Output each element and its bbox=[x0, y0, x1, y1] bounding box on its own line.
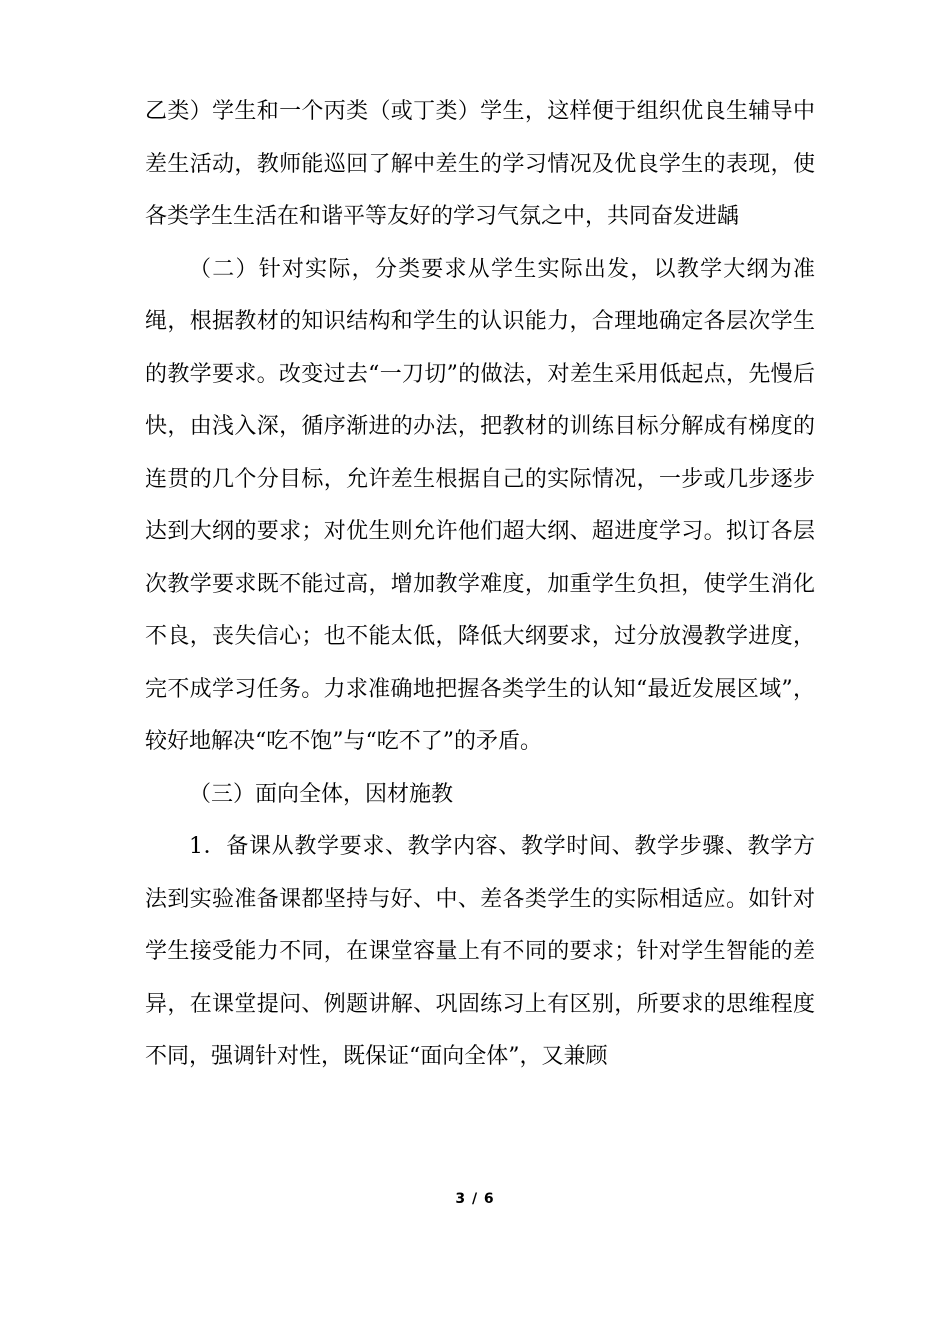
paragraph-section-two: （二）针对实际，分类要求从学生实际出发，以教学大纲为准绳，根据教材的知识结构和学生的认识能力，合理地确定各层次学生的教学要求。改变过去“一刀切”的做法，对差生采用低起点，先慢后快，由浅入深，循序渐进的办法，把教材的训练目标分解成有梯度的连贯的几个分目标，允许差生根据自己的实际情况，一步或几步逐步达到大纲的要求；对优生则允许他们超大纲、超进度学习。拟订各层次教学要求既不能过高，增加教学难度，加重学生负担，使学生消化不良，丧失信心；也不能太低，降低大纲要求，过分放漫教学进度，完不成学习任务。力求准确地把握各类学生的认知“最近发展区域”，较好地解决“吃不饱”与“吃不了”的矛盾。 bbox=[145, 256, 815, 754]
paragraph-continuation: 乙类）学生和一个丙类（或丁类）学生，这样便于组织优良生辅导中差生活动，教师能巡回了解中差生的学习情况及优良学生的表现，使各类学生生活在和谐平等友好的学习气氛之中，共同奋发进龋 bbox=[145, 99, 815, 229]
paragraph-item-one: 1．备课从教学要求、教学内容、教学时间、教学步骤、教学方法到实验准备课都坚持与好、中、差各类学生的实际相适应。如针对学生接受能力不同，在课堂容量上有不同的要求；针对学生智能的差异，在课堂提问、例题讲解、巩固练习上有区别，所要求的思维程度不同，强调针对性，既保证“面向全体”，又兼顾 bbox=[145, 834, 815, 1069]
document-body bbox=[145, 86, 815, 1084]
heading-section-three: （三）面向全体，因材施教 bbox=[189, 781, 454, 807]
page-number: 3 / 6 bbox=[455, 1191, 495, 1207]
